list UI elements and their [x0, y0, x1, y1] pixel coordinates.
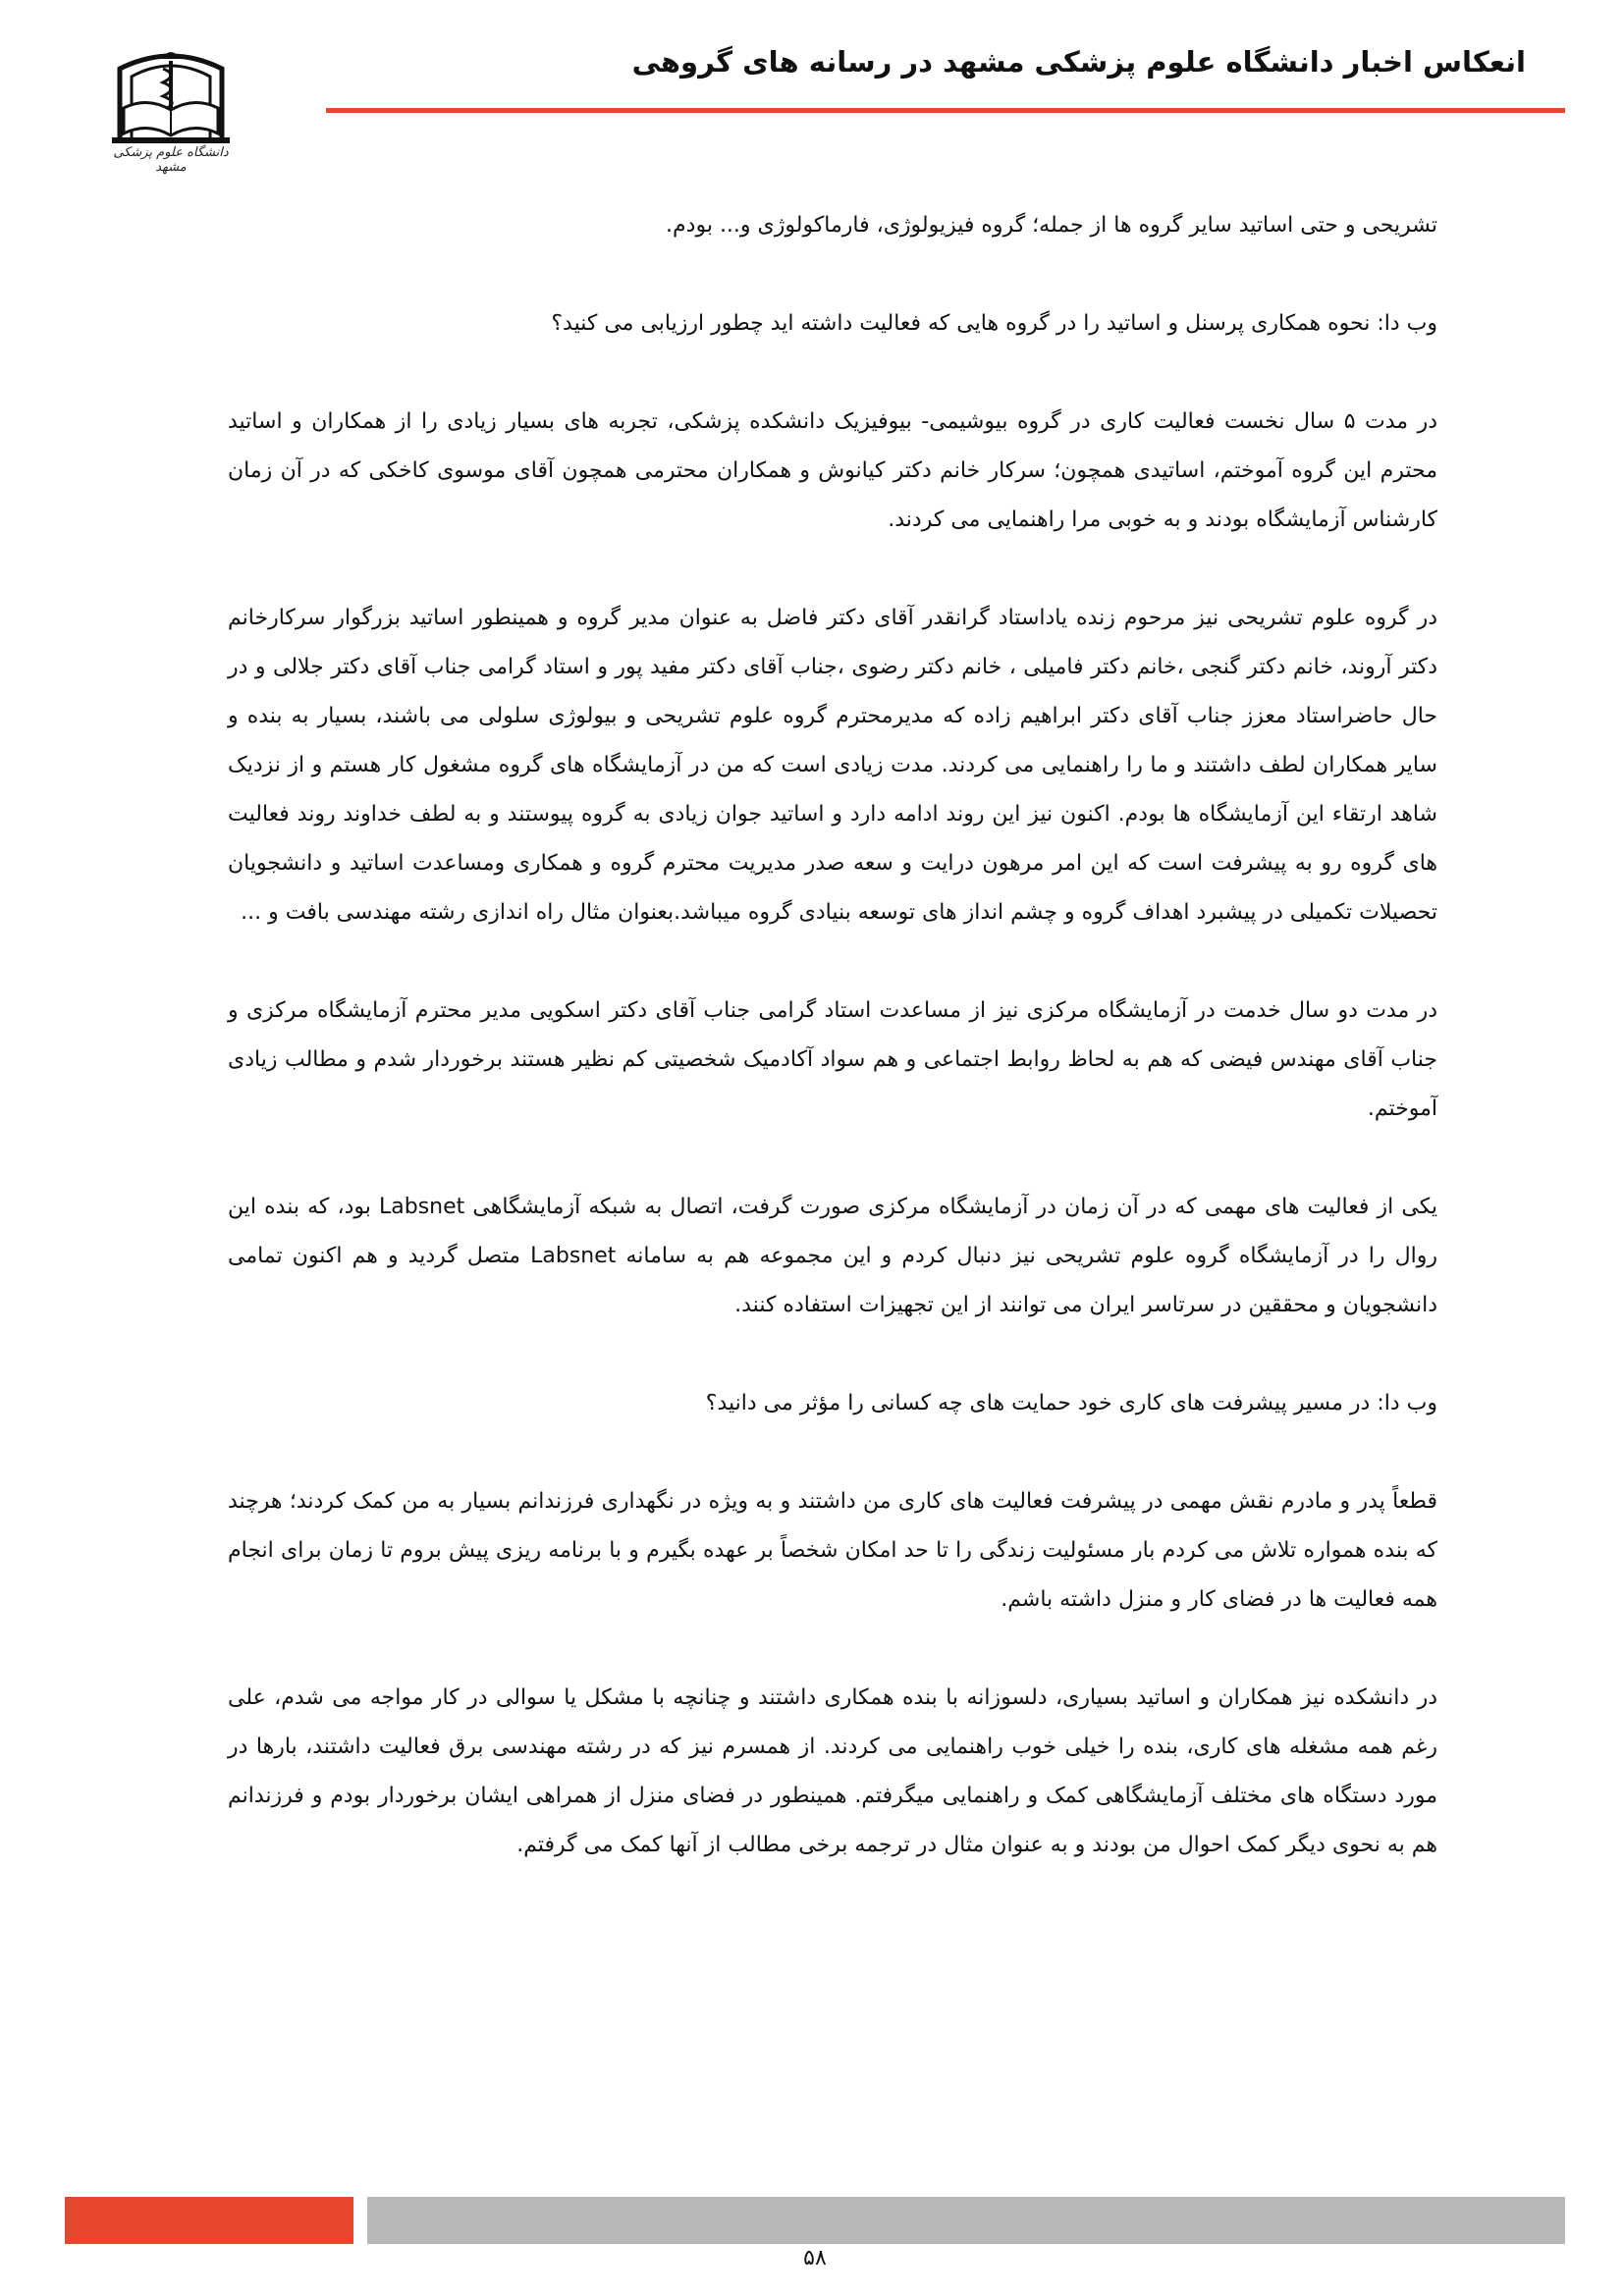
paragraph: قطعاً پدر و مادرم نقش مهمی در پیشرفت فعالیت های کاری من داشتند و به ویژه در نگهداری فرزندانم بسیار به من کمک کردند؛ هرچند که بنده همواره تلاش می کردم بار مسئولیت زندگی را تا حد امکان شخصاً بر عهده بگیرم و با برنامه ریزی پیش بروم تا زمان برای انجام همه فعالیت ها در فضای کار و منزل داشته باشم.: [228, 1489, 1437, 1612]
page-header-title: انعکاس اخبار دانشگاه علوم پزشکی مشهد در رسانه های گروهی: [631, 45, 1526, 79]
interview-question: وب دا: در مسیر پیشرفت های کاری خود حمایت های چه کسانی را مؤثر می دانید؟: [705, 1391, 1437, 1415]
university-logo: [102, 39, 240, 175]
footer-gray-bar: [367, 2197, 1565, 2244]
paragraph: در گروه علوم تشریحی نیز مرحوم زنده یاداستاد گرانقدر آقای دکتر فاضل به عنوان مدیر گروه و همینطور اساتید بزرگوار سرکارخانم دکتر آروند، خانم دکتر گنجی ،خانم دکتر فامیلی ، خانم دکتر رضوی ،جناب آقای دکتر مفید پور و استاد گرامی جناب آقای دکتر جلالی و در حال حاضراستاد معزز جناب آقای دکتر ابراهیم زاده که مدیرمحترم گروه علوم تشریحی و بیولوژی سلولی می باشند، بسیار به بنده و سایر همکاران لطف داشتند و ما را راهنمایی می کردند. مدت زیادی است که من در آزمایشگاه های گروه مشغول کار هستم و از نزدیک شاهد ارتقاء این آزمایشگاه ها بودم. اکنون نیز این روند ادامه دارد و اساتید جوان زیادی به گروه پیوستند و به لطف خداوند روند فعالیت های گروه رو به پیشرفت است که این امر مرهون درایت و سعه صدر مدیریت محترم گروه و همکاری ومساعدت اساتید و دانشجویان تحصیلات تکمیلی در پیشبرد اهداف گروه و چشم انداز های توسعه بنیادی گروه میباشد.بعنوان مثال راه اندازی رشته مهندسی بافت و ...: [228, 606, 1437, 925]
paragraph: در مدت دو سال خدمت در آزمایشگاه مرکزی نیز از مساعدت استاد گرامی جناب آقای دکتر اسکویی مدیر محترم آزمایشگاه مرکزی و جناب آقای مهندس فیضی که هم به لحاظ روابط اجتماعی و هم سواد آکادمیک شخصیتی کم نظیر هستند برخوردار شدم و مطالب زیادی آموختم.: [228, 998, 1437, 1121]
university-emblem-icon: [102, 39, 240, 145]
article-body: [228, 201, 1437, 1919]
paragraph: تشریحی و حتی اساتید سایر گروه ها از جمله؛ گروه فیزیولوژی، فارماکولوژی و... بودم.: [666, 213, 1437, 238]
paragraph: در مدت ۵ سال نخست فعالیت کاری در گروه بیوشیمی- بیوفیزیک دانشکده پزشکی، تجربه های بسیار زیادی را از همکاران و اساتید محترم این گروه آموختم، اساتیدی همچون؛ سرکار خانم دکتر کیانوش و همکاران محترمی همچون آقای موسوی کاخکی که در آن زمان کارشناس آزمایشگاه بودند و به خوبی مرا راهنمایی می کردند.: [228, 409, 1437, 532]
interview-question: وب دا: نحوه همکاری پرسنل و اساتید را در گروه هایی که فعالیت داشته اید چطور ارزیابی می کنید؟: [551, 311, 1437, 336]
paragraph: در دانشکده نیز همکاران و اساتید بسیاری، دلسوزانه با بنده همکاری داشتند و چنانچه با مشکل یا سوالی در کار مواجه می شدم، علی رغم همه مشغله های کاری، بنده را خیلی خوب راهنمایی می کردند. از همسرم نیز که در رشته مهندسی برق فعالیت داشتند، بارها در مورد دستگاه های مختلف آزمایشگاهی کمک و راهنمایی میگرفتم. همینطور در فضای منزل از همراهی ایشان برخوردار بودم و فرزندانم هم به نحوی دیگر کمک احوال من بودند و به عنوان مثال در ترجمه برخی مطالب از آنها کمک می گرفتم.: [228, 1685, 1437, 1857]
logo-caption: دانشگاه علوم پزشکی مشهد: [113, 145, 229, 175]
page-number: ۵۸: [803, 2246, 827, 2270]
header-divider: [326, 108, 1565, 113]
footer-accent-bar: [65, 2197, 353, 2244]
paragraph: یکی از فعالیت های مهمی که در آن زمان در آزمایشگاه مرکزی صورت گرفت، اتصال به شبکه آزمایشگاهی Labsnet بود، که بنده این روال را در آزمایشگاه گروه علوم تشریحی نیز دنبال کردم و این مجموعه هم به سامانه Labsnet متصل گردید و هم اکنون تمامی دانشجویان و محققین در سرتاسر ایران می توانند از این تجهیزات استفاده کنند.: [228, 1195, 1437, 1317]
